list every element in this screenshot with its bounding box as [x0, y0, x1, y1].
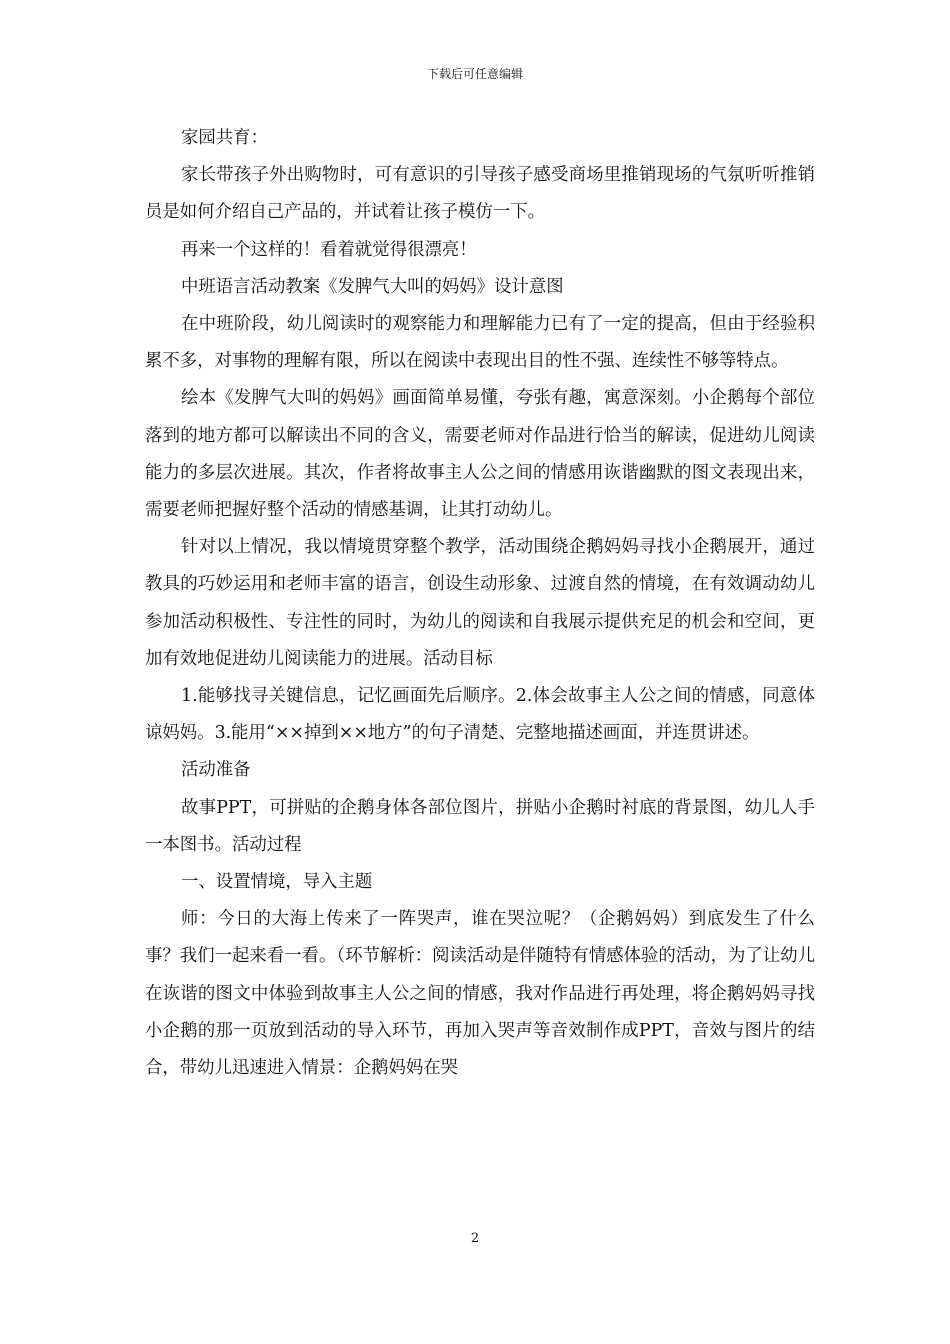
paragraph-another: 再来一个这样的！看着就觉得很漂亮！: [181, 239, 477, 260]
page-number: 2: [470, 1231, 480, 1246]
paragraph-preparation: 故事PPT，可拼贴的企鹅身体各部位图片，拼贴小企鹅时衬底的背景图，幼儿人手一本图书。活动过程: [145, 797, 815, 855]
paragraph-home-school: 家园共育：: [181, 128, 268, 148]
paragraph-teacher-intro: 师：今日的大海上传来了一阵哭声，谁在哭泣呢？（企鹅妈妈）到底发生了什么事？我们一起来看一看。（环节解析：阅读活动是伴随特有情感体验的活动，为了让幼儿在诙谐的图文中体验到故事主人公之间的情感，我对作品进行再处理，将企鹅妈妈寻找小企鹅的那一页放到活动的导入环节，再加入哭声等音效制作成PPT，音效与图片的结合，带幼儿迅速进入情景：企鹅妈妈在哭: [145, 909, 815, 1079]
paragraph-lesson-title: 中班语言活动教案《发脾气大叫的妈妈》设计意图: [181, 276, 564, 297]
page-header-note: 下载后可任意编辑: [426, 67, 523, 81]
paragraph-objectives: 1.能够找寻关键信息，记忆画面先后顺序。2.体会故事主人公之间的情感，同意体谅妈妈。3.能用“××掉到××地方”的句子清楚、完整地描述画面，并连贯讲述。: [145, 686, 815, 744]
document-body: [145, 120, 815, 1087]
paragraph-picture-book: 绘本《发脾气大叫的妈妈》画面简单易懂，夸张有趣，寓意深刻。小企鹅每个部位落到的地方都可以解读出不同的含义，需要老师对作品进行恰当的解读，促进幼儿阅读能力的多层次进展。其次，作者将故事主人公之间的情感用诙谐幽默的图文表现出来，需要老师把握好整个活动的情感基调，让其打动幼儿。: [145, 388, 815, 521]
paragraph-preparation-heading: 活动准备: [181, 760, 251, 781]
paragraph-shopping: 家长带孩子外出购物时，可有意识的引导孩子感受商场里推销现场的气氛听听推销员是如何介绍自己产品的，并试着让孩子模仿一下。: [145, 165, 815, 223]
paragraph-situation: 针对以上情况，我以情境贯穿整个教学，活动围绕企鹅妈妈寻找小企鹅展开，通过教具的巧妙运用和老师丰富的语言，创设生动形象、过渡自然的情境，在有效调动幼儿参加活动积极性、专注性的同时，为幼儿的阅读和自我展示提供充足的机会和空间，更加有效地促进幼儿阅读能力的进展。活动目标: [145, 537, 815, 669]
paragraph-step-one-heading: 一、设置情境，导入主题: [181, 872, 373, 893]
paragraph-design-intent: 在中班阶段，幼儿阅读时的观察能力和理解能力已有了一定的提高，但由于经验积累不多，对事物的理解有限，所以在阅读中表现出目的性不强、连续性不够等特点。: [145, 314, 815, 372]
